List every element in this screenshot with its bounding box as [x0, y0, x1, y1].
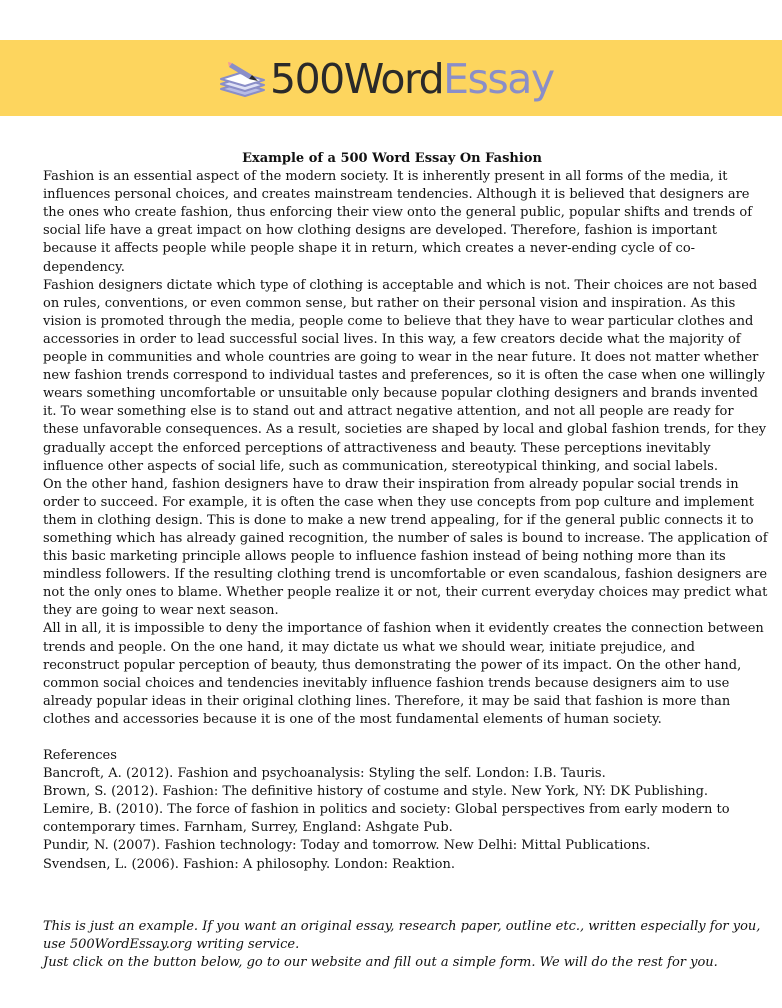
stacked-papers-pencil-icon	[218, 59, 268, 99]
reference-item: Bancroft, A. (2012). Fashion and psychoanalysis: Styling the self. London: I.B. Tauris.	[43, 766, 606, 782]
essay-paragraph-2: Fashion designers dictate which type of clothing is acceptable and which is not. Their choices are not based on rules, conventions, or even common sense, but rather on their personal vision and inspiration. As this vision is promoted through the media, people come to believe that they have to wear particular clothes and accessories in order to lead successful social lives. In this way, a few creators decide what the majority of people in communities and whole countries are going to wear in the near future. It does not matter whether new fashion trends correspond to individual tastes and preferences, so it is often the case when one willingly wears something uncomfortable or unsuitable only because popular clothing designers and brands invented it. To wear something else is to stand out and attract negative attention, and not all people are ready for these unfavorable consequences. As a result, societies are shaped by local and global fashion trends, for they gradually accept the enforced perceptions of attractiveness and beauty. These perceptions inevitably influence other aspects of social life, such as communication, stereotypical thinking, and social labels.	[43, 277, 767, 474]
essay-body	[43, 150, 773, 874]
site-logo[interactable]	[218, 53, 554, 105]
promo-footer	[43, 918, 773, 972]
reference-item: Lemire, B. (2010). The force of fashion in politics and society: Global perspectives from early modern to contemporary times. Farnham, Surrey, England: Ashgate Pub.	[43, 802, 730, 836]
logo-text-dark: 500Word	[270, 55, 444, 103]
logo-wordmark	[270, 53, 554, 105]
essay-paragraph-1: Fashion is an essential aspect of the modern society. It is inherently present in all forms of the media, it influences personal choices, and creates mainstream tendencies. Although it is believed that designers are the ones who create fashion, thus enforcing their view onto the general public, popular shifts and trends of social life have a great impact on how clothing designs are developed. Therefore, fashion is important because it affects people while people shape it in return, which creates a never-ending cycle of co-dependency.	[43, 169, 753, 275]
essay-paragraph-4: All in all, it is impossible to deny the importance of fashion when it evidently creates the connection between trends and people. On the one hand, it may dictate us what we should wear, initiate prejudice, and reconstruct popular perception of beauty, thus demonstrating the power of its impact. On the other hand, common social choices and tendencies inevitably influence fashion trends because designers aim to use already popular ideas in their original clothing lines. Therefore, it may be said that fashion is more than clothes and accessories because it is one of the most fundamental elements of human society.	[43, 621, 764, 727]
logo-text-light: Essay	[443, 55, 554, 103]
promo-line-1: This is just an example. If you want an original essay, research paper, outline etc., written especially for you, use 500WordEssay.org writing service.	[43, 919, 761, 953]
references-heading: References	[43, 748, 117, 763]
essay-paragraph-3: On the other hand, fashion designers have to draw their inspiration from already popular social trends in order to succeed. For example, it is often the case when they use concepts from pop culture and implement them in clothing design. This is done to make a new trend appealing, for if the general public connects it to something which has already gained recognition, the number of sales is bound to increase. The application of this basic marketing principle allows people to influence fashion instead of being nothing more than its mindless followers. If the resulting clothing trend is uncomfortable or even scandalous, fashion designers are not the only ones to blame. Whether people realize it or not, their current everyday choices may predict what they are going to wear next season.	[43, 476, 768, 619]
reference-item: Brown, S. (2012). Fashion: The definitive history of costume and style. New York, NY: DK Publishing.	[43, 784, 709, 800]
references-section	[43, 747, 773, 874]
reference-item: Svendsen, L. (2006). Fashion: A philosophy. London: Reaktion.	[43, 856, 455, 872]
essay-title: Example of a 500 Word Essay On Fashion	[242, 151, 542, 166]
reference-item: Pundir, N. (2007). Fashion technology: Today and tomorrow. New Delhi: Mittal Publications.	[43, 838, 651, 854]
promo-line-2: Just click on the button below, go to our website and fill out a simple form. We will do the rest for you.	[43, 955, 718, 971]
header-banner	[0, 40, 782, 116]
